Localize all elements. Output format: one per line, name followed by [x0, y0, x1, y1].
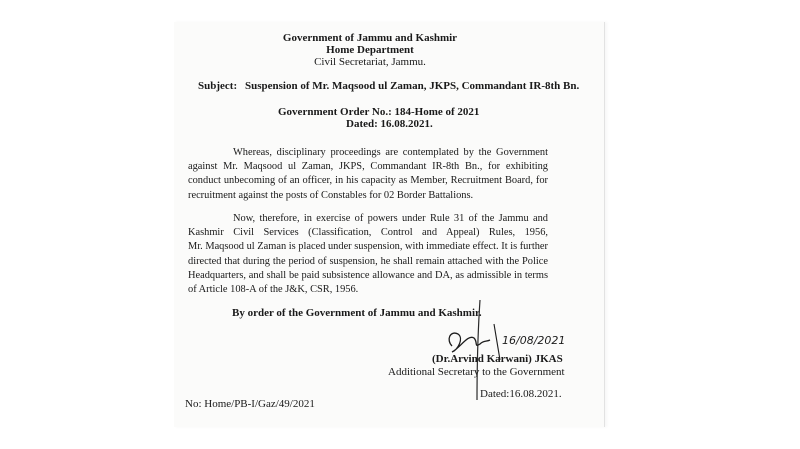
paragraph-whereas [188, 146, 548, 203]
paragraph-line: Whereas, disciplinary proceedings are contemplated by the Government [233, 147, 548, 158]
paragraph-line: directed that during the period of suspension, he shall remain attached with the Police [188, 255, 548, 267]
closing-line: By order of the Government of Jammu and Kashmir. [232, 307, 482, 319]
paragraph-line: conduct unbecoming of an officer, in his capacity as Member, Recruitment Board, for [188, 175, 548, 187]
subject-label: Subject: [198, 80, 238, 92]
paragraph-line: Kashmir Civil Services (Classification, Control and Appeal) Rules, 1956, [188, 227, 548, 239]
paragraph-therefore [188, 212, 548, 297]
header-government: Government of Jammu and Kashmir [282, 32, 458, 44]
paragraph-line: Mr. Maqsood ul Zaman is placed under suspension, with immediate effect. It is further [188, 241, 548, 253]
paragraph-line: recruitment against the posts of Constables for 02 Border Battalions. [188, 189, 474, 201]
footer-dated: Dated:16.08.2021. [480, 388, 562, 400]
paragraph-line: against Mr. Maqsood ul Zaman, JKPS, Commandant IR-8th Bn., for exhibiting [188, 161, 548, 173]
order-number: Government Order No.: 184-Home of 2021 [278, 106, 480, 118]
signature-date: 16/08/2021 [502, 334, 566, 347]
subject-text: Suspension of Mr. Maqsood ul Zaman, JKPS, Commandant IR-8th Bn. [245, 80, 580, 92]
signatory-name: (Dr.Arvind Karwani) JKAS [432, 353, 563, 365]
paragraph-line: Now, therefore, in exercise of powers under Rule 31 of the Jammu and [233, 213, 548, 224]
paragraph-line: of Article 108-A of the J&K, CSR, 1956. [188, 284, 359, 296]
reference-number: No: Home/PB-I/Gaz/49/2021 [185, 398, 315, 410]
signatory-designation: Additional Secretary to the Government [388, 366, 565, 378]
order-dated: Dated: 16.08.2021. [346, 118, 433, 130]
paragraph-line: Headquarters, and shall be paid subsistence allowance and DA, as admissible in terms [188, 269, 548, 281]
header-office: Civil Secretariat, Jammu. [314, 56, 426, 68]
header-department: Home Department [326, 44, 414, 56]
